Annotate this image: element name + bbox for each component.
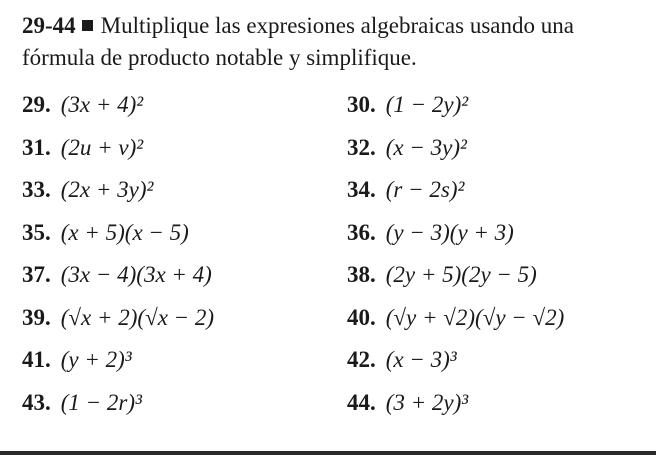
problem-36 xyxy=(347,220,652,246)
problem-37 xyxy=(22,262,347,288)
problem-expression: (r − 2s)² xyxy=(385,177,465,203)
problem-expression: (√x + 2)(√x − 2) xyxy=(60,304,215,330)
problem-30 xyxy=(347,92,652,118)
problem-expression: (1 − 2y)² xyxy=(385,92,469,118)
problem-row xyxy=(22,339,652,382)
problem-number: 41. xyxy=(22,347,51,373)
bottom-divider xyxy=(0,451,656,455)
problem-expression: (3x − 4)(3x + 4) xyxy=(60,262,212,288)
problem-expression: (3x + 4)² xyxy=(60,92,144,118)
exercise-range: 29-44 xyxy=(22,13,76,38)
problem-number: 33. xyxy=(22,177,51,203)
problem-40 xyxy=(347,305,652,331)
problem-expression: (√y + √2)(√y − √2) xyxy=(385,304,565,330)
problem-expression: (x + 5)(x − 5) xyxy=(60,219,189,245)
problem-row xyxy=(22,254,652,297)
problem-expression: (2u + v)² xyxy=(60,134,144,160)
problem-31 xyxy=(22,135,347,161)
problem-35 xyxy=(22,220,347,246)
problem-row xyxy=(22,84,652,127)
problem-expression: (y + 2)³ xyxy=(60,347,132,373)
problem-34 xyxy=(347,177,652,203)
problem-row xyxy=(22,212,652,255)
problem-number: 38. xyxy=(347,262,376,288)
instruction-line-2: fórmula de producto notable y simplifique. xyxy=(22,45,417,70)
problem-number: 44. xyxy=(347,389,376,415)
problem-expression: (y − 3)(y + 3) xyxy=(385,219,514,245)
problem-44 xyxy=(347,390,652,416)
problem-43 xyxy=(22,390,347,416)
problem-number: 37. xyxy=(22,262,51,288)
problem-number: 30. xyxy=(347,92,376,118)
instruction-line-1: Multiplique las expresiones algebraicas usando una xyxy=(100,13,574,38)
problem-row xyxy=(22,169,652,212)
problem-41 xyxy=(22,347,347,373)
problem-row xyxy=(22,127,652,170)
problem-29 xyxy=(22,92,347,118)
problem-number: 43. xyxy=(22,389,51,415)
problem-list xyxy=(22,84,652,424)
problem-number: 36. xyxy=(347,219,376,245)
problem-number: 42. xyxy=(347,347,376,373)
problem-number: 31. xyxy=(22,134,51,160)
problem-32 xyxy=(347,135,652,161)
problem-expression: (3 + 2y)³ xyxy=(385,389,469,415)
problem-number: 39. xyxy=(22,304,51,330)
problem-33 xyxy=(22,177,347,203)
problem-expression: (2x + 3y)² xyxy=(60,177,154,203)
problem-42 xyxy=(347,347,652,373)
problem-expression: (1 − 2r)³ xyxy=(60,389,142,415)
problem-number: 29. xyxy=(22,92,51,118)
problem-number: 32. xyxy=(347,134,376,160)
problem-38 xyxy=(347,262,652,288)
problem-row xyxy=(22,382,652,425)
square-bullet-icon xyxy=(82,20,93,31)
problem-expression: (x − 3y)² xyxy=(385,134,467,160)
problem-expression: (2y + 5)(2y − 5) xyxy=(385,262,537,288)
problem-row xyxy=(22,297,652,340)
problem-expression: (x − 3)³ xyxy=(385,347,457,373)
problem-number: 34. xyxy=(347,177,376,203)
exercise-header xyxy=(22,10,632,74)
problem-number: 40. xyxy=(347,304,376,330)
problem-number: 35. xyxy=(22,219,51,245)
problem-39 xyxy=(22,305,347,331)
